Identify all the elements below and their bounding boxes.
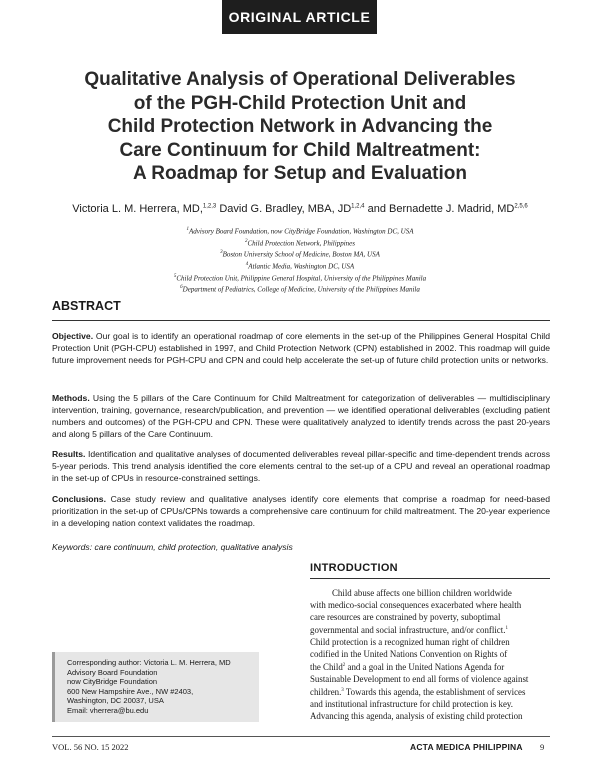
results-label: Results. bbox=[52, 449, 86, 459]
abstract-conclusions bbox=[52, 493, 550, 529]
conclusions-text: Case study review and qualitative analyses identify core elements that comprise a roadmap for need-based prioritization in the set-up of CPUs/CPNs towards a comprehensive care continuum for child maltreatment. The 20-year experience in a developing nation context validates the roadmap. bbox=[52, 494, 550, 528]
body-line bbox=[310, 660, 550, 673]
footer-divider bbox=[52, 736, 550, 737]
article-type-banner: ORIGINAL ARTICLE bbox=[222, 0, 377, 34]
affiliation-sup: 1 bbox=[186, 227, 190, 232]
affiliation-sup: 6 bbox=[180, 285, 183, 291]
citation-sup: 2 bbox=[342, 663, 346, 669]
title-line: A Roadmap for Setup and Evaluation bbox=[133, 163, 467, 184]
author-list bbox=[20, 203, 580, 215]
affiliations bbox=[40, 225, 560, 295]
affiliation bbox=[40, 237, 560, 249]
body-line bbox=[310, 623, 550, 636]
body-line: codified in the United Nations Convention on Rights of bbox=[310, 649, 508, 660]
article-title bbox=[40, 68, 560, 186]
body-line: Child protection is a recognized human right of children bbox=[310, 637, 510, 648]
affiliation-text: Child Protection Unit, Philippine General Hospital, University of the Philippines Manila bbox=[176, 273, 427, 282]
title-line: Care Continuum for Child Maltreatment: bbox=[119, 139, 481, 161]
corr-line: Corresponding author: Victoria L. M. Herrera, MD bbox=[67, 658, 231, 667]
body-line: Sustainable Development to end all forms of violence against bbox=[310, 674, 529, 685]
corr-line: Washington, DC 20037, USA bbox=[67, 696, 164, 705]
corr-line: 600 New Hampshire Ave., NW #2403, bbox=[67, 686, 194, 696]
methods-label: Methods. bbox=[52, 393, 90, 403]
abstract-methods bbox=[52, 392, 550, 440]
abstract-objective bbox=[52, 330, 550, 366]
affiliation-text: Child Protection Network, Philippines bbox=[247, 238, 355, 247]
body-line bbox=[310, 685, 550, 698]
footer-volume: VOL. 56 NO. 15 2022 bbox=[52, 742, 129, 752]
footer-journal: ACTA MEDICA PHILIPPINA bbox=[410, 742, 523, 752]
objective-text: Our goal is to identify an operational roadmap of core elements in the set-up of the Philippines General Hospital Child Protection Unit (PGH-CPU) established in 1997, and Child Protection Network (CPN) established in 2002. This roadmap will guide future improvement needs for PGH-CPU and CPN and could help accelerate the set-up of future child protection units or networks. bbox=[52, 331, 550, 365]
citation-sup: 3 bbox=[341, 688, 344, 694]
title-line: Child Protection Network in Advancing the bbox=[107, 116, 493, 137]
affiliation-text: Atlantic Media, Washington DC, USA bbox=[248, 262, 355, 271]
abstract-divider bbox=[52, 320, 550, 321]
affiliation-sup: 3 bbox=[220, 250, 223, 256]
author-affil-sup: 1,2,3 bbox=[202, 203, 217, 210]
affiliation-sup: 4 bbox=[245, 261, 249, 267]
introduction-heading: INTRODUCTION bbox=[310, 562, 398, 574]
body-text: children. bbox=[310, 687, 342, 698]
introduction-body bbox=[310, 587, 550, 722]
author-name: Victoria L. M. Herrera, MD, bbox=[72, 203, 203, 215]
author-name: David G. Bradley, MBA, JD bbox=[219, 203, 352, 215]
corresponding-author-box bbox=[52, 652, 259, 722]
corr-line: Advisory Board Foundation bbox=[67, 667, 158, 677]
affiliation bbox=[40, 260, 560, 272]
introduction-divider bbox=[310, 578, 550, 579]
body-line: with medico-social consequences exacerbated where health bbox=[310, 600, 522, 611]
affiliation-text: Boston University School of Medicine, Boston MA, USA bbox=[222, 250, 380, 259]
affiliation-sup: 2 bbox=[245, 238, 248, 244]
author-name: and Bernadette J. Madrid, MD bbox=[367, 203, 515, 215]
affiliation bbox=[40, 283, 560, 295]
abstract-heading: ABSTRACT bbox=[52, 299, 121, 313]
body-line: and institutional infrastructure for child protection is key. bbox=[310, 699, 514, 710]
body-text: the Child bbox=[310, 662, 343, 673]
results-text: Identification and qualitative analyses of documented deliverables reveal pillar-specific and time-dependent trends across 5-year periods. This trend analysis identified the core elements central to the set-up of a CPU and reveal an operational roadmap in the set-up of CPUs in resource-constrained settings. bbox=[52, 449, 550, 483]
affiliation-sup: 5 bbox=[173, 273, 177, 279]
conclusions-label: Conclusions. bbox=[52, 494, 106, 504]
abstract-results bbox=[52, 448, 550, 484]
corr-email[interactable]: Email: vherrera@bu.edu bbox=[67, 705, 149, 715]
corr-line: now CityBridge Foundation bbox=[67, 677, 158, 686]
keywords: Keywords: care continuum, child protection, qualitative analysis bbox=[52, 542, 293, 552]
title-line: Qualitative Analysis of Operational Deliverables bbox=[84, 69, 516, 90]
body-line: Child abuse affects one billion children worldwide bbox=[332, 588, 512, 598]
affiliation-text: Department of Pediatrics, College of Medicine, University of the Philippines Manila bbox=[182, 285, 420, 294]
body-line: Advancing this agenda, analysis of existing child protection bbox=[310, 711, 523, 722]
affiliation-text: Advisory Board Foundation, now CityBridge Foundation, Washington DC, USA bbox=[189, 227, 414, 236]
body-line: care resources are constrained by poverty, suboptimal bbox=[310, 612, 501, 623]
body-text: and a goal in the United Nations Agenda for bbox=[345, 662, 505, 673]
affiliation bbox=[40, 248, 560, 260]
body-text: Towards this agenda, the establishment of services bbox=[343, 687, 526, 698]
title-line: of the PGH-Child Protection Unit and bbox=[133, 92, 467, 114]
author-affil-sup: 1,2,4 bbox=[351, 203, 365, 210]
page-number: 9 bbox=[540, 742, 545, 752]
affiliation bbox=[40, 272, 560, 284]
methods-text: Using the 5 pillars of the Care Continuum for Child Maltreatment for categorization of deliverables — multidisciplinary intervention, training, governance, research/publication, and prevention — we identified operational deliverables (excluding patient numbers and outcomes) of the PGH-CPU and CPN. These were qualitatively analyzed to identify trends across the past 20-years and along 5 pillars of the Care Continuum. bbox=[52, 393, 550, 439]
objective-label: Objective. bbox=[52, 331, 94, 341]
affiliation bbox=[40, 225, 560, 237]
body-text: governmental and social infrastructure, and/or conflict. bbox=[310, 625, 506, 636]
citation-sup: 1 bbox=[505, 626, 508, 632]
author-affil-sup: 2,5,6 bbox=[514, 203, 528, 210]
